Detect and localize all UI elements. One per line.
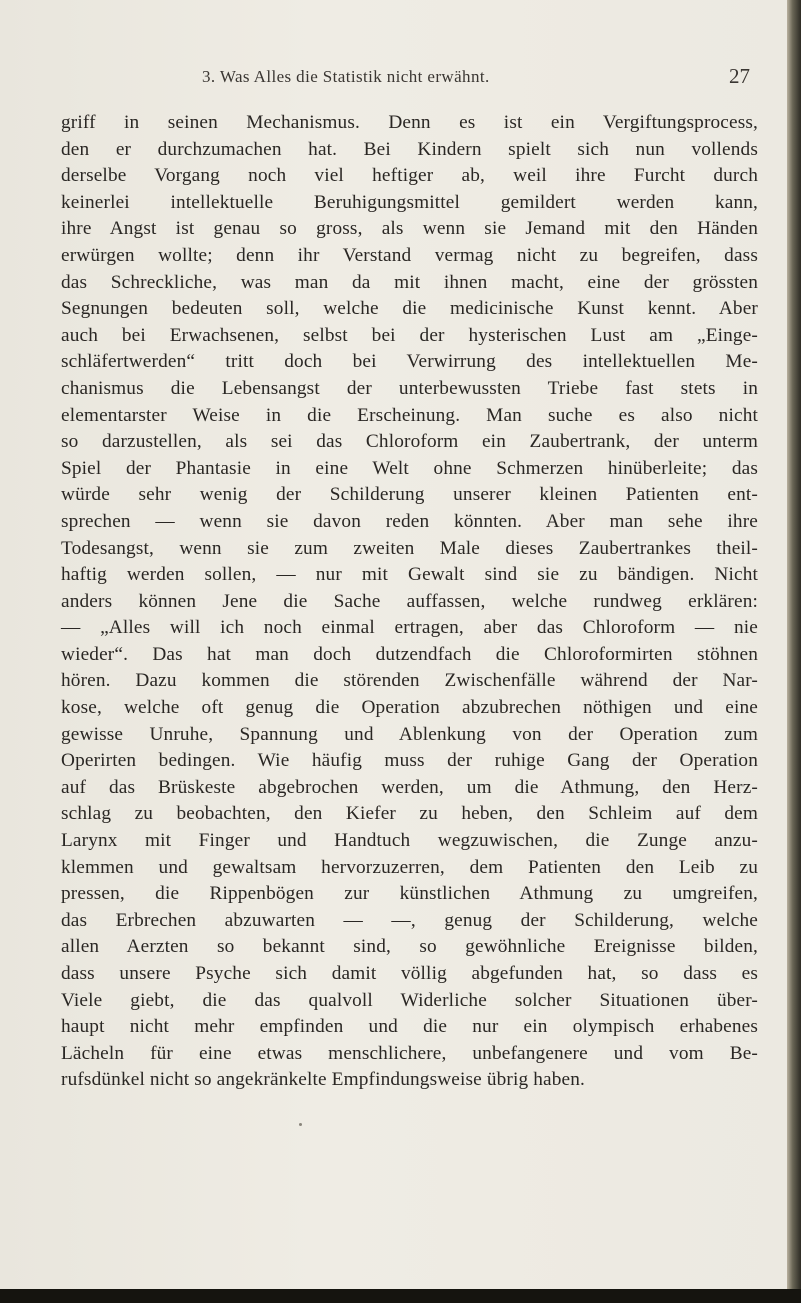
text-line: — „Alles will ich noch einmal ertragen, aber das Chloroform — nie: [61, 617, 758, 639]
text-line: auch bei Erwachsenen, selbst bei der hysterischen Lust am „Einge-: [61, 324, 758, 346]
text-line: haftig werden sollen, — nur mit Gewalt sind sie zu bändigen. Nicht: [61, 564, 758, 586]
text-line: schlag zu beobachten, den Kiefer zu heben, den Schleim auf dem: [61, 803, 758, 825]
text-line: Viele giebt, die das qualvoll Widerliche solcher Situationen über-: [61, 989, 758, 1011]
text-line: Larynx mit Finger und Handtuch wegzuwischen, die Zunge anzu-: [61, 830, 758, 852]
text-line: Lächeln für eine etwas menschlichere, unbefangenere und vom Be-: [61, 1042, 758, 1064]
text-line: schläfertwerden“ tritt doch bei Verwirrung des intellektuellen Me-: [61, 351, 758, 373]
page-edge-bottom: [0, 1289, 801, 1303]
text-line: dass unsere Psyche sich damit völlig abgefunden hat, so dass es: [61, 963, 758, 984]
text-line: das Erbrechen abzuwarten — —, genug der Schilderung, welche: [61, 909, 758, 931]
text-line: hören. Dazu kommen die störenden Zwischenfälle während der Nar-: [61, 670, 758, 692]
text-line: würde sehr wenig der Schilderung unserer kleinen Patienten ent-: [61, 484, 758, 506]
text-line: Operirten bedingen. Wie häufig muss der ruhige Gang der Operation: [61, 750, 758, 772]
ink-speck: [299, 1123, 302, 1126]
text-line: griff in seinen Mechanismus. Denn es ist ein Vergiftungsprocess,: [61, 112, 758, 133]
text-line: chanismus die Lebensangst der unterbewussten Triebe fast stets in: [61, 377, 758, 399]
page-number: 27: [729, 64, 750, 88]
body-text: [61, 110, 758, 1094]
text-line: Spiel der Phantasie in eine Welt ohne Schmerzen hinüberleite; das: [61, 457, 758, 479]
text-line: erwürgen wollte; denn ihr Verstand vermag nicht zu begreifen, dass: [61, 244, 758, 266]
text-line: haupt nicht mehr empfinden und die nur ein olympisch erhabenes: [61, 1016, 758, 1038]
text-line: sprechen — wenn sie davon reden könnten. Aber man sehe ihre: [61, 510, 758, 532]
text-line: pressen, die Rippenbögen zur künstlichen Athmung zu umgreifen,: [61, 883, 758, 905]
text-line: den er durchzumachen hat. Bei Kindern spielt sich nun vollends: [61, 138, 758, 160]
text-line: Segnungen bedeuten soll, welche die medicinische Kunst kennt. Aber: [61, 298, 758, 320]
text-line: gewisse Unruhe, Spannung und Ablenkung von der Operation zum: [61, 723, 758, 745]
text-line: anders können Jene die Sache auffassen, welche rundweg erklären:: [61, 590, 758, 612]
text-line: keinerlei intellektuelle Beruhigungsmittel gemildert werden kann,: [61, 191, 758, 213]
text-line: klemmen und gewaltsam hervorzuzerren, dem Patienten den Leib zu: [61, 856, 758, 878]
text-line: elementarster Weise in die Erscheinung. Man suche es also nicht: [61, 404, 758, 426]
text-line: das Schreckliche, was man da mit ihnen macht, eine der grössten: [61, 271, 758, 293]
text-line: wieder“. Das hat man doch dutzendfach die Chloroformirten stöhnen: [61, 643, 758, 665]
text-line: Todesangst, wenn sie zum zweiten Male dieses Zaubertrankes theil-: [61, 537, 758, 559]
text-line: kose, welche oft genug die Operation abzubrechen nöthigen und eine: [61, 697, 758, 719]
text-line-last: rufsdünkel nicht so angekränkelte Empfindungsweise übrig haben.: [61, 1069, 586, 1091]
running-head: [70, 64, 750, 93]
text-line: allen Aerzten so bekannt sind, so gewöhnliche Ereignisse bilden,: [61, 936, 758, 958]
text-line: auf das Brüskeste abgebrochen werden, um die Athmung, den Herz-: [61, 776, 758, 798]
page-edge-right: [787, 0, 801, 1303]
text-line: derselbe Vorgang noch viel heftiger ab, weil ihre Furcht durch: [61, 165, 758, 187]
text-line: so darzustellen, als sei das Chloroform ein Zaubertrank, der unterm: [61, 431, 758, 453]
chapter-heading: 3. Was Alles die Statistik nicht erwähnt.: [202, 67, 490, 86]
text-line: ihre Angst ist genau so gross, als wenn sie Jemand mit den Händen: [61, 218, 758, 240]
